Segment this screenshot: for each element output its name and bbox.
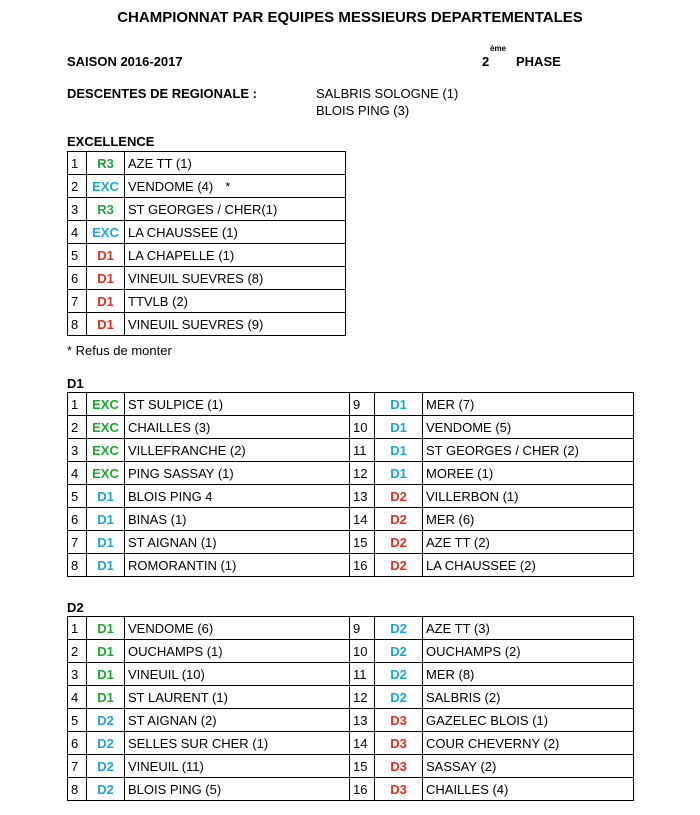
rank-cell: 6 [68,732,87,755]
table-row [68,663,634,686]
level-cell: D1 [87,554,125,577]
phase-superscript: ème [490,44,507,53]
table-row [68,732,634,755]
rank-cell: 2 [68,640,87,663]
level-cell: D1 [87,663,125,686]
rank-cell: 1 [68,152,87,175]
team-cell: BLOIS PING 4 [125,485,350,508]
team-name: VINEUIL SUEVRES (8) [128,270,264,286]
level-cell: EXC [87,175,125,198]
level-cell: EXC [87,439,125,462]
team-cell [125,221,346,244]
table-row [68,755,634,778]
level-cell: D1 [375,462,423,485]
table-row [68,267,346,290]
level-cell: D1 [87,267,125,290]
rank-cell: 8 [68,554,87,577]
team-name: VINEUIL SUEVRES (9) [128,316,264,332]
table-row [68,416,634,439]
level-cell: EXC [87,393,125,416]
rank-cell: 9 [350,617,375,640]
team-name: AZE TT (1) [128,155,192,171]
rank-cell: 8 [68,778,87,801]
rank-cell: 8 [68,313,87,336]
rank-cell: 2 [68,416,87,439]
page-title: CHAMPIONNAT PAR EQUIPES MESSIEURS DEPARTEMENTALES [117,9,583,26]
rank-cell: 5 [68,485,87,508]
rank-cell: 6 [68,508,87,531]
table-row [68,439,634,462]
descente-team-2: BLOIS PING (3) [316,103,410,118]
rank-cell: 16 [350,778,375,801]
rank-cell: 7 [68,290,87,313]
team-name: ST GEORGES / CHER(1) [128,201,278,217]
team-cell: VENDOME (5) [423,416,634,439]
rank-cell: 7 [68,531,87,554]
level-cell: D1 [87,290,125,313]
table-row [68,686,634,709]
level-cell: D2 [87,778,125,801]
level-cell: D1 [87,640,125,663]
level-cell: D1 [87,531,125,554]
team-name: VENDOME (4) [128,178,214,194]
descentes-label: DESCENTES DE REGIONALE : [67,86,257,101]
team-cell: VILLEFRANCHE (2) [125,439,350,462]
level-cell: D2 [375,485,423,508]
table-row [68,617,634,640]
d1-title: D1 [67,376,84,391]
level-cell: D1 [87,686,125,709]
level-cell: D2 [87,755,125,778]
level-cell: D1 [87,617,125,640]
asterisk-mark: * [225,178,231,194]
team-cell: CHAILLES (3) [125,416,350,439]
level-cell: D1 [375,393,423,416]
team-cell: ST AIGNAN (1) [125,531,350,554]
team-cell: MER (6) [423,508,634,531]
rank-cell: 6 [68,267,87,290]
level-cell: D2 [87,709,125,732]
team-cell: ST AIGNAN (2) [125,709,350,732]
team-cell: LA CHAUSSEE (2) [423,554,634,577]
rank-cell: 3 [68,663,87,686]
level-cell: R3 [87,198,125,221]
team-cell: CHAILLES (4) [423,778,634,801]
team-cell [125,198,346,221]
rank-cell: 16 [350,554,375,577]
rank-cell: 7 [68,755,87,778]
table-row [68,778,634,801]
level-cell: D2 [375,686,423,709]
team-cell: OUCHAMPS (2) [423,640,634,663]
rank-cell: 15 [350,755,375,778]
team-cell: PING SASSAY (1) [125,462,350,485]
rank-cell: 15 [350,531,375,554]
rank-cell: 13 [350,485,375,508]
table-row [68,640,634,663]
rank-cell: 11 [350,663,375,686]
level-cell: D2 [375,663,423,686]
table-row [68,152,346,175]
rank-cell: 3 [68,198,87,221]
level-cell: D1 [87,485,125,508]
table-row [68,393,634,416]
table-row [68,290,346,313]
table-row [68,485,634,508]
rank-cell: 2 [68,175,87,198]
team-cell: BINAS (1) [125,508,350,531]
team-cell: VILLERBON (1) [423,485,634,508]
rank-cell: 13 [350,709,375,732]
team-cell: GAZELEC BLOIS (1) [423,709,634,732]
rank-cell: 12 [350,462,375,485]
table-row [68,198,346,221]
team-cell: OUCHAMPS (1) [125,640,350,663]
season-label: SAISON 2016-2017 [67,54,183,69]
team-name: LA CHAUSSEE (1) [128,224,238,240]
level-cell: D2 [375,554,423,577]
rank-cell: 14 [350,508,375,531]
team-cell [125,175,346,198]
level-cell: D1 [375,416,423,439]
team-cell: ST SULPICE (1) [125,393,350,416]
rank-cell: 5 [68,244,87,267]
team-name: TTVLB (2) [128,293,188,309]
excellence-table [67,151,346,336]
team-cell: VINEUIL (11) [125,755,350,778]
table-row [68,531,634,554]
team-cell: SALBRIS (2) [423,686,634,709]
excellence-title: EXCELLENCE [67,134,155,149]
rank-cell: 4 [68,221,87,244]
team-cell [125,152,346,175]
team-cell: SASSAY (2) [423,755,634,778]
table-row [68,244,346,267]
rank-cell: 4 [68,686,87,709]
table-row [68,313,346,336]
level-cell: D3 [375,732,423,755]
rank-cell: 3 [68,439,87,462]
level-cell: R3 [87,152,125,175]
level-cell: D2 [375,531,423,554]
level-cell: EXC [87,416,125,439]
level-cell: D3 [375,709,423,732]
team-cell: MER (7) [423,393,634,416]
level-cell: D2 [375,617,423,640]
rank-cell: 14 [350,732,375,755]
team-cell: SELLES SUR CHER (1) [125,732,350,755]
team-cell: AZE TT (2) [423,531,634,554]
level-cell: D1 [375,439,423,462]
rank-cell: 4 [68,462,87,485]
rank-cell: 10 [350,416,375,439]
team-cell: ST LAURENT (1) [125,686,350,709]
table-row [68,221,346,244]
team-cell [125,244,346,267]
level-cell: EXC [87,462,125,485]
table-row [68,175,346,198]
team-cell: COUR CHEVERNY (2) [423,732,634,755]
d2-title: D2 [67,600,84,615]
rank-cell: 1 [68,393,87,416]
team-name: LA CHAPELLE (1) [128,247,235,263]
team-cell: VENDOME (6) [125,617,350,640]
team-cell [125,267,346,290]
level-cell: D1 [87,244,125,267]
d1-table [67,392,634,577]
level-cell: D2 [375,508,423,531]
team-cell: VINEUIL (10) [125,663,350,686]
table-row [68,462,634,485]
rank-cell: 5 [68,709,87,732]
descente-team-1: SALBRIS SOLOGNE (1) [316,86,459,101]
team-cell: AZE TT (3) [423,617,634,640]
level-cell: D2 [87,732,125,755]
team-cell: MOREE (1) [423,462,634,485]
refus-note: * Refus de monter [67,343,172,358]
team-cell: BLOIS PING (5) [125,778,350,801]
d2-table [67,616,634,801]
level-cell: D2 [375,640,423,663]
table-row [68,709,634,732]
team-cell: MER (8) [423,663,634,686]
team-cell: ST GEORGES / CHER (2) [423,439,634,462]
level-cell: D3 [375,755,423,778]
team-cell [125,290,346,313]
level-cell: EXC [87,221,125,244]
table-row [68,554,634,577]
table-row [68,508,634,531]
level-cell: D1 [87,508,125,531]
rank-cell: 9 [350,393,375,416]
rank-cell: 1 [68,617,87,640]
rank-cell: 12 [350,686,375,709]
phase-label: PHASE [516,54,561,69]
level-cell: D1 [87,313,125,336]
team-cell: ROMORANTIN (1) [125,554,350,577]
rank-cell: 11 [350,439,375,462]
phase-number: 2 [482,54,490,69]
level-cell: D3 [375,778,423,801]
team-cell [125,313,346,336]
rank-cell: 10 [350,640,375,663]
